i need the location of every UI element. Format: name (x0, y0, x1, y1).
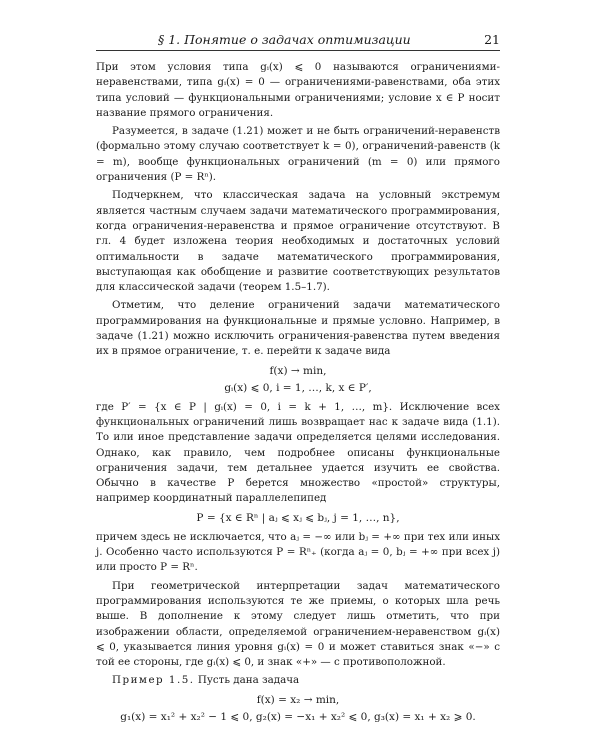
section-title: § 1. Понятие о задачах оптимизации (158, 32, 411, 47)
paragraph-3: Подчеркнем, что классическая задача на условный экстремум является частным случаем задачи математического программирования, когда ограничения-неравенства и прямое ограничение отсутствуют. В гл. 4 будет изложена теория необходимых и достаточных условий оптимальности в задаче математического программирования, выступающая как обобщение и развитие соответствующих результатов для классической задачи (теорем 1.5–1.7). (96, 189, 500, 294)
formula-1-line-1: f(x) → min, (269, 364, 327, 377)
paragraph-5: где P′ = {x ∈ P | gᵢ(x) = 0, i = k + 1, …, m}. Исключение всех функциональных ограничений лишь возвращает нас к задаче вида (1.1). То или иное представление задачи определяется целями исследования. Однако, как правило, чем подробнее описаны функциональные ограничения задачи, тем детальнее удается изучить ее свойства. Обычно в качестве P берется множество «простой» структуры, например координатный параллелепипед (96, 400, 500, 505)
paragraph-6: причем здесь не исключается, что aⱼ = −∞ или bⱼ = +∞ при тех или иных j. Особенно часто используются P = Rⁿ₊ (когда aⱼ = 0, bⱼ = +∞ при всех j) или просто P = Rⁿ. (96, 530, 500, 574)
formula-3 (96, 692, 500, 726)
paragraph-1: При этом условия типа gᵢ(x) ⩽ 0 называются ограничениями-неравенствами, типа gᵢ(x) = 0 — ограничениями-равенствами, оба этих типа условий — функциональными ограничениями; условие x ∈ P носит название прямого ограничения. (96, 61, 500, 119)
example-paragraph (96, 673, 500, 688)
page-body (96, 60, 500, 729)
formula-2: P = {x ∈ Rⁿ | aⱼ ⩽ xⱼ ⩽ bⱼ, j = 1, …, n}, (196, 511, 400, 524)
formula-1 (96, 363, 500, 397)
formula-1-line-2: gᵢ(x) ⩽ 0, i = 1, …, k, x ∈ P′, (224, 381, 372, 394)
paragraph-2: Разумеется, в задаче (1.21) может и не быть ограничений-неравенств (формально этому случаю соответствует k = 0), ограничений-равенств (k = m), вообще функциональных ограничений (m = 0) или прямого ограничения (P = Rⁿ). (96, 125, 500, 184)
running-header (96, 30, 500, 51)
example-text: Пусть дана задача (197, 674, 300, 687)
formula-3-line-1: f(x) = x₂ → min, (256, 693, 340, 706)
page-number: 21 (484, 32, 500, 47)
paragraph-4: Отметим, что деление ограничений задачи математического программирования на функциональные и прямые условно. Например, в задаче (1.21) можно исключить ограничения-равенства путем введения их в прямое ограничение, т. е. перейти к задаче вида (96, 299, 500, 358)
paragraph-7: При геометрической интерпретации задач математического программирования используются те же приемы, о которых шла речь выше. В дополнение к этому следует лишь отметить, что при изображении области, определяемой ограничением-неравенством gᵢ(x) ⩽ 0, указывается линия уровня gᵢ(x) = 0 и может ставиться знак «−» с той ее стороны, где gᵢ(x) ⩽ 0, и знак «+» — с противоположной. (96, 579, 500, 669)
formula-3-line-2: g₁(x) = x₁² + x₂² − 1 ⩽ 0, g₂(x) = −x₁ + x₂² ⩽ 0, g₃(x) = x₁ + x₂ ⩾ 0. (120, 710, 476, 723)
example-label: Пример 1.5. (112, 674, 195, 687)
